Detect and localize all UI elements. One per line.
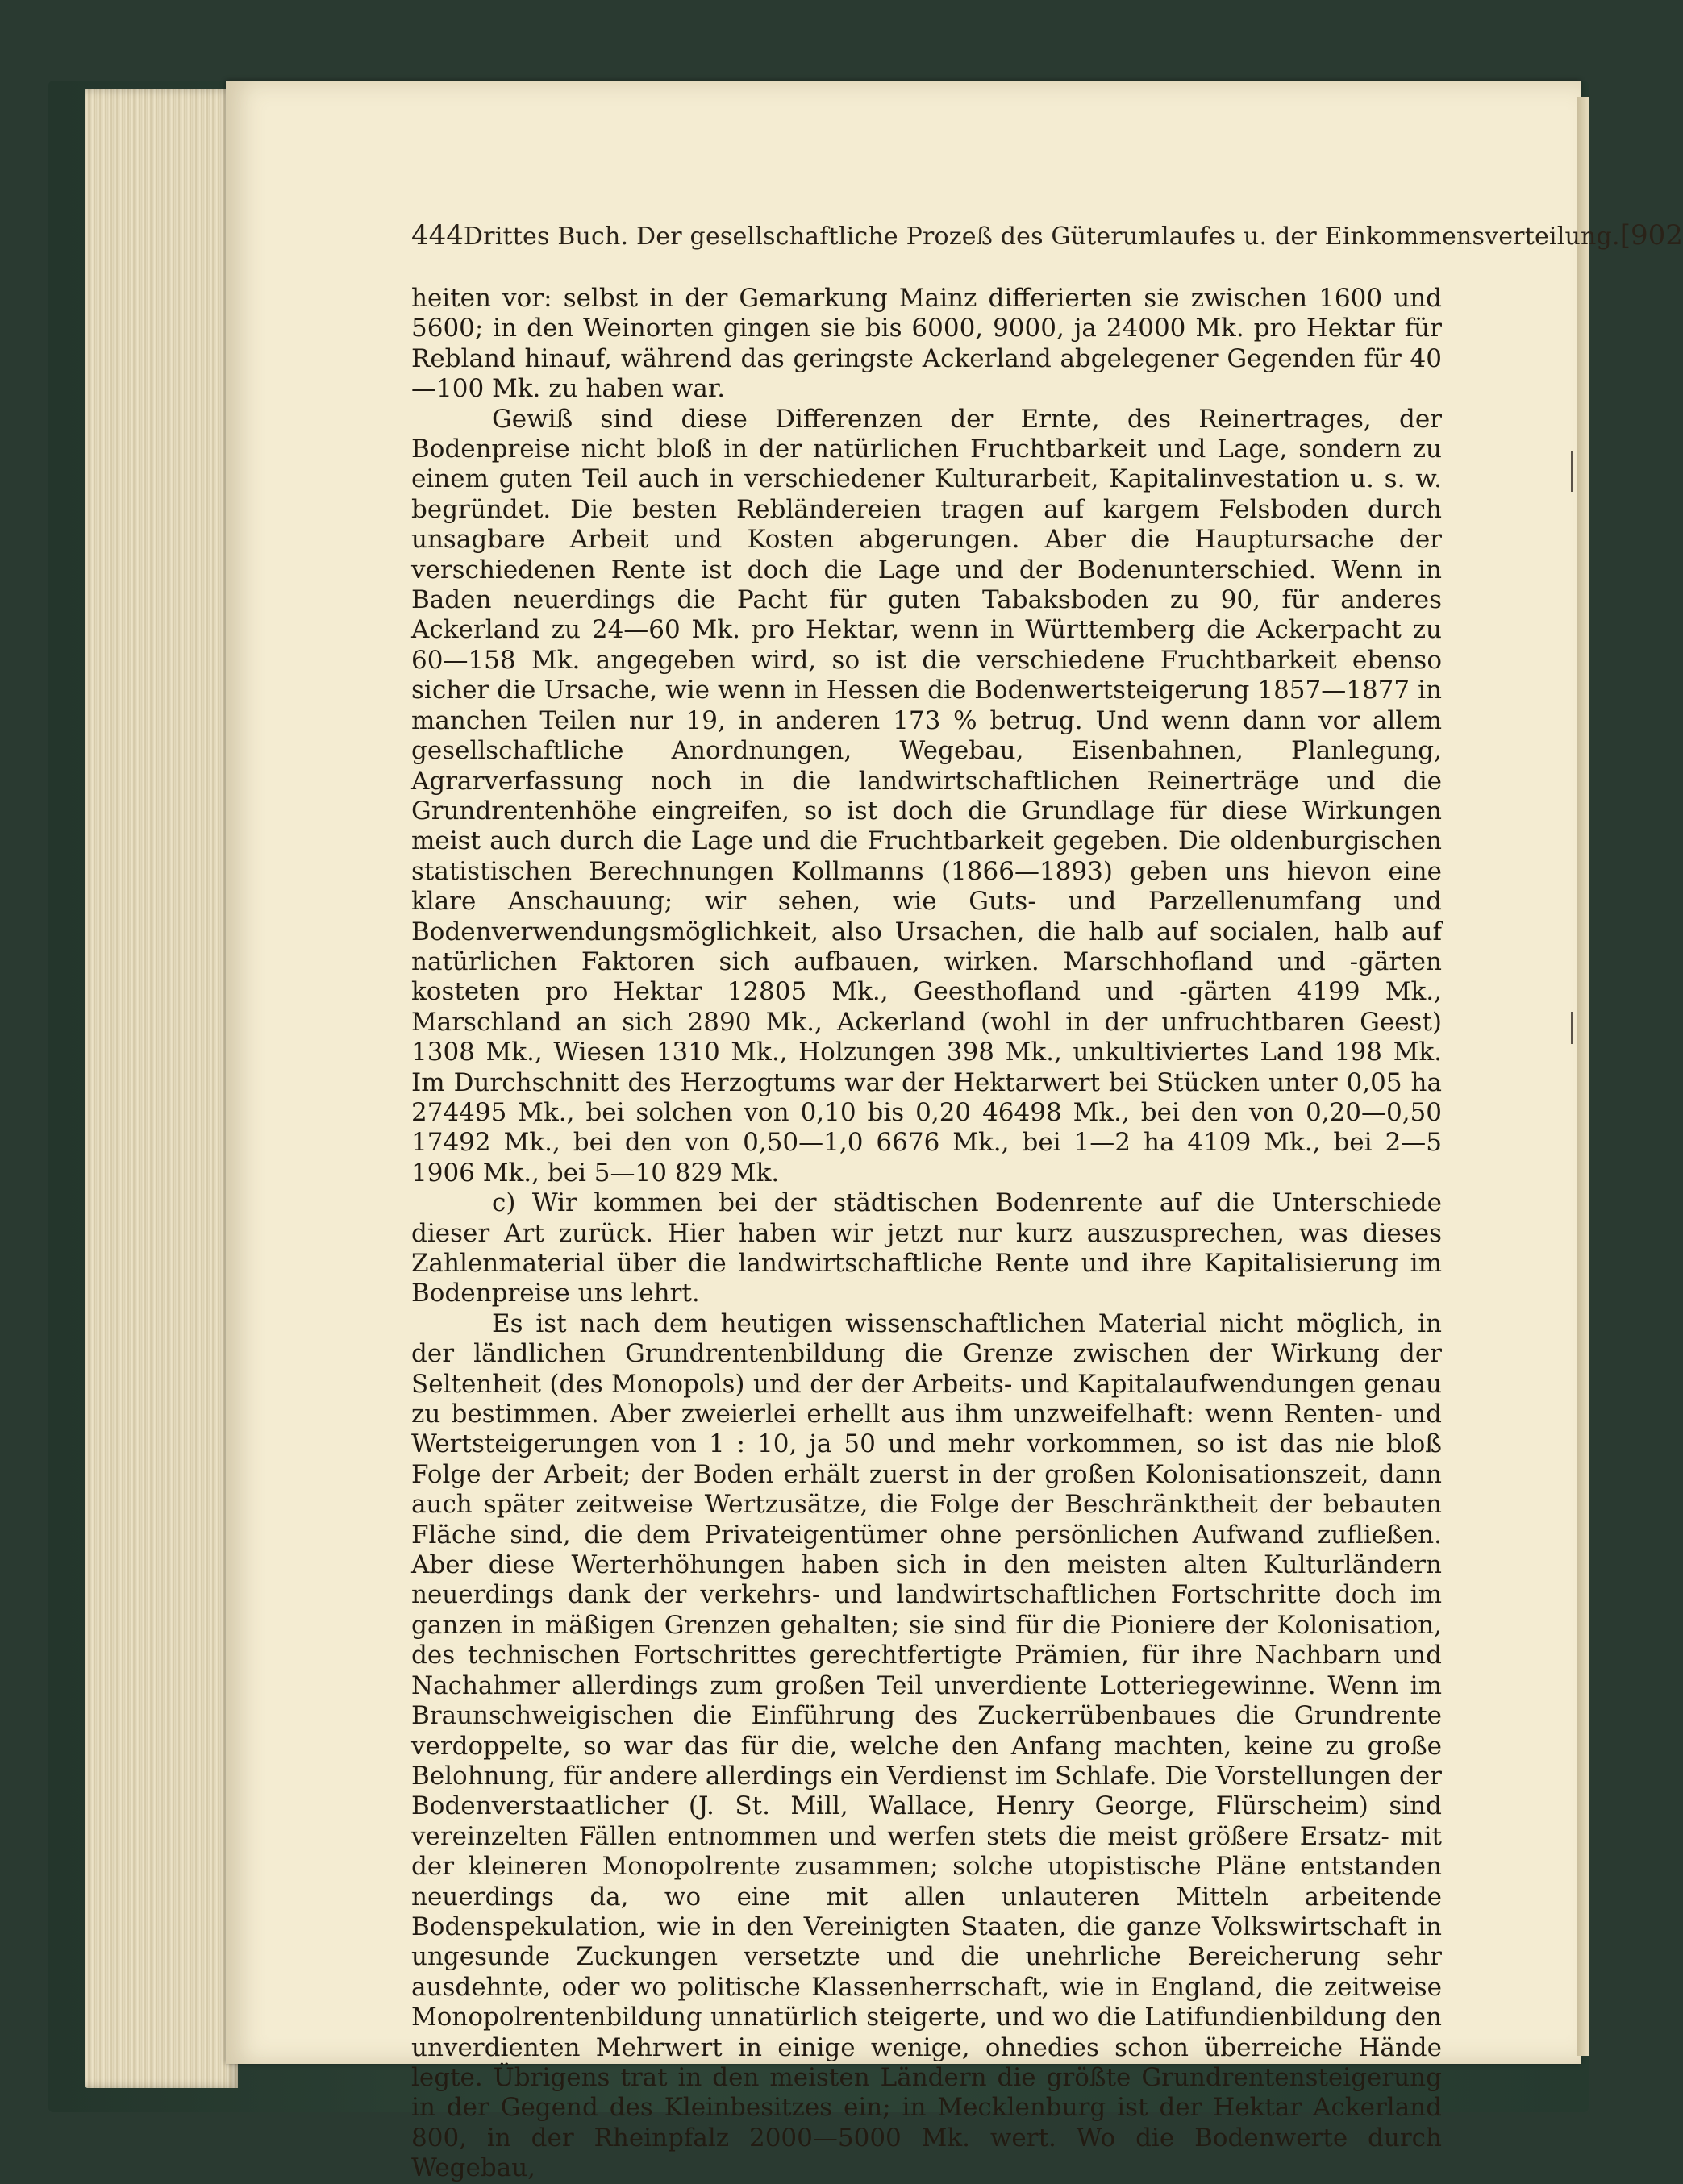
running-header — [411, 219, 1683, 252]
paragraph-4: Es ist nach dem heutigen wissenschaftlichen Material nicht möglich, in der ländlichen Grundrentenbildung die Grenze zwischen der Wirkung der Seltenheit (des Monopols) und der der Arbeits- und Kapitalaufwendungen genau zu bestimmen. Aber zweierlei erhellt aus ihm unzweifelhaft: wenn Renten- und Wertsteigerungen von 1 : 10, ja 50 und mehr vorkommen, so ist das nie bloß Folge der Arbeit; der Boden erhält zuerst in der großen Kolonisationszeit, dann auch später zeitweise Wertzusätze, die Folge der Beschränktheit der bebauten Fläche sind, die dem Privateigentümer ohne persönlichen Aufwand zufließen. Aber diese Werterhöhungen haben sich in den meisten alten Kulturländern neuerdings dank der verkehrs- und landwirtschaftlichen Fortschritte doch im ganzen in mäßigen Grenzen gehalten; sie sind für die Pioniere der Kolonisation, des technischen Fortschrittes gerechtfertigte Prämien, für ihre Nachbarn und Nachahmer allerdings zum großen Teil unverdiente Lotteriegewinne. Wenn im Braunschweigischen die Einführung des Zuckerrübenbaues die Grundrente verdoppelte, so war das für die, welche den Anfang machten, keine zu große Belohnung, für andere allerdings ein Verdienst im Schlafe. Die Vorstellungen der Bodenverstaatlicher (J. St. Mill, Wallace, Henry George, Flürscheim) sind vereinzelten Fällen entnommen und werfen stets die meist größere Ersatz- mit der kleineren Monopolrente zusammen; solche utopistische Pläne entstanden neuerdings da, wo eine mit allen unlauteren Mitteln arbeitende Bodenspekulation, wie in den Vereinigten Staaten, die ganze Volkswirtschaft in ungesunde Zuckungen versetzte und die unehrliche Bereicherung sehr ausdehnte, oder wo politische Klassenherrschaft, wie in England, die zeitweise Monopolrentenbildung unnatürlich steigerte, und wo die Latifundienbildung den unverdienten Mehrwert in einige wenige, ohnedies schon überreiche Hände legte. Übrigens trat in den meisten Ländern die größte Grundrentensteigerung in der Gegend des Kleinbesitzes ein; in Mecklenburg ist der Hektar Ackerland 800, in der Rheinpfalz 2000—5000 Mk. wert. Wo die Bodenwerte durch Wegebau, — [411, 1308, 1442, 2183]
page-reference: [902 — [1619, 219, 1683, 252]
page-edges — [85, 89, 238, 2088]
paragraph-3: c) Wir kommen bei der städtischen Bodenrente auf die Unterschiede dieser Art zurück. Hier haben wir jetzt nur kurz auszusprechen, was dieses Zahlenmaterial über die landwirtschaftliche Rente und ihre Kapitalisierung im Bodenpreise uns lehrt. — [411, 1188, 1442, 1308]
margin-mark-top — [1571, 451, 1573, 492]
page-right-edge — [1577, 97, 1589, 2056]
paragraph-1: heiten vor: selbst in der Gemarkung Mainz differierten sie zwischen 1600 und 5600; in den Weinorten gingen sie bis 6000, 9000, ja 24000 Mk. pro Hektar für Rebland hinauf, während das geringste Ackerland abgelegener Gegenden für 40—100 Mk. zu haben war. — [411, 284, 1442, 404]
running-title: Drittes Buch. Der gesellschaftliche Prozeß des Güterumlaufes u. der Einkommensverteilung. — [463, 223, 1620, 251]
body-text — [411, 284, 1442, 2184]
margin-mark-bottom — [1571, 1012, 1573, 1044]
page-number: 444 — [411, 219, 464, 252]
paragraph-2: Gewiß sind diese Differenzen der Ernte, des Reinertrages, der Bodenpreise nicht bloß in der natürlichen Fruchtbarkeit und Lage, sondern zu einem guten Teil auch in verschiedener Kulturarbeit, Kapitalinvestation u. s. w. begründet. Die besten Rebländereien tragen auf kargem Felsboden durch unsagbare Arbeit und Kosten abgerungen. Aber die Hauptursache der verschiedenen Rente ist doch die Lage und der Bodenunterschied. Wenn in Baden neuerdings die Pacht für guten Tabaksboden zu 90, für anderes Ackerland zu 24—60 Mk. pro Hektar, wenn in Württemberg die Ackerpacht zu 60—158 Mk. angegeben wird, so ist die verschiedene Fruchtbarkeit ebenso sicher die Ursache, wie wenn in Hessen die Bodenwertsteigerung 1857—1877 in manchen Teilen nur 19, in anderen 173 % betrug. Und wenn dann vor allem gesellschaftliche Anordnungen, Wegebau, Eisenbahnen, Planlegung, Agrarverfassung noch in die landwirtschaftlichen Reinerträge und die Grundrentenhöhe eingreifen, so ist doch die Grundlage für diese Wirkungen meist auch durch die Lage und die Fruchtbarkeit gegeben. Die oldenburgischen statistischen Berechnungen Kollmanns (1866—1893) geben uns hievon eine klare Anschauung; wir sehen, wie Guts- und Parzellenumfang und Bodenverwendungsmöglichkeit, also Ursachen, die halb auf socialen, halb auf natürlichen Faktoren sich aufbauen, wirken. Marschhofland und -gärten kosteten pro Hektar 12805 Mk., Geesthofland und -gärten 4199 Mk., Marschland an sich 2890 Mk., Ackerland (wohl in der unfruchtbaren Geest) 1308 Mk., Wiesen 1310 Mk., Holzungen 398 Mk., unkultiviertes Land 198 Mk. Im Durchschnitt des Herzogtums war der Hektarwert bei Stücken unter 0,05 ha 274495 Mk., bei solchen von 0,10 bis 0,20 46498 Mk., bei den von 0,20—0,50 17492 Mk., bei den von 0,50—1,0 6676 Mk., bei 1—2 ha 4109 Mk., bei 2—5 1906 Mk., bei 5—10 829 Mk. — [411, 404, 1442, 1188]
